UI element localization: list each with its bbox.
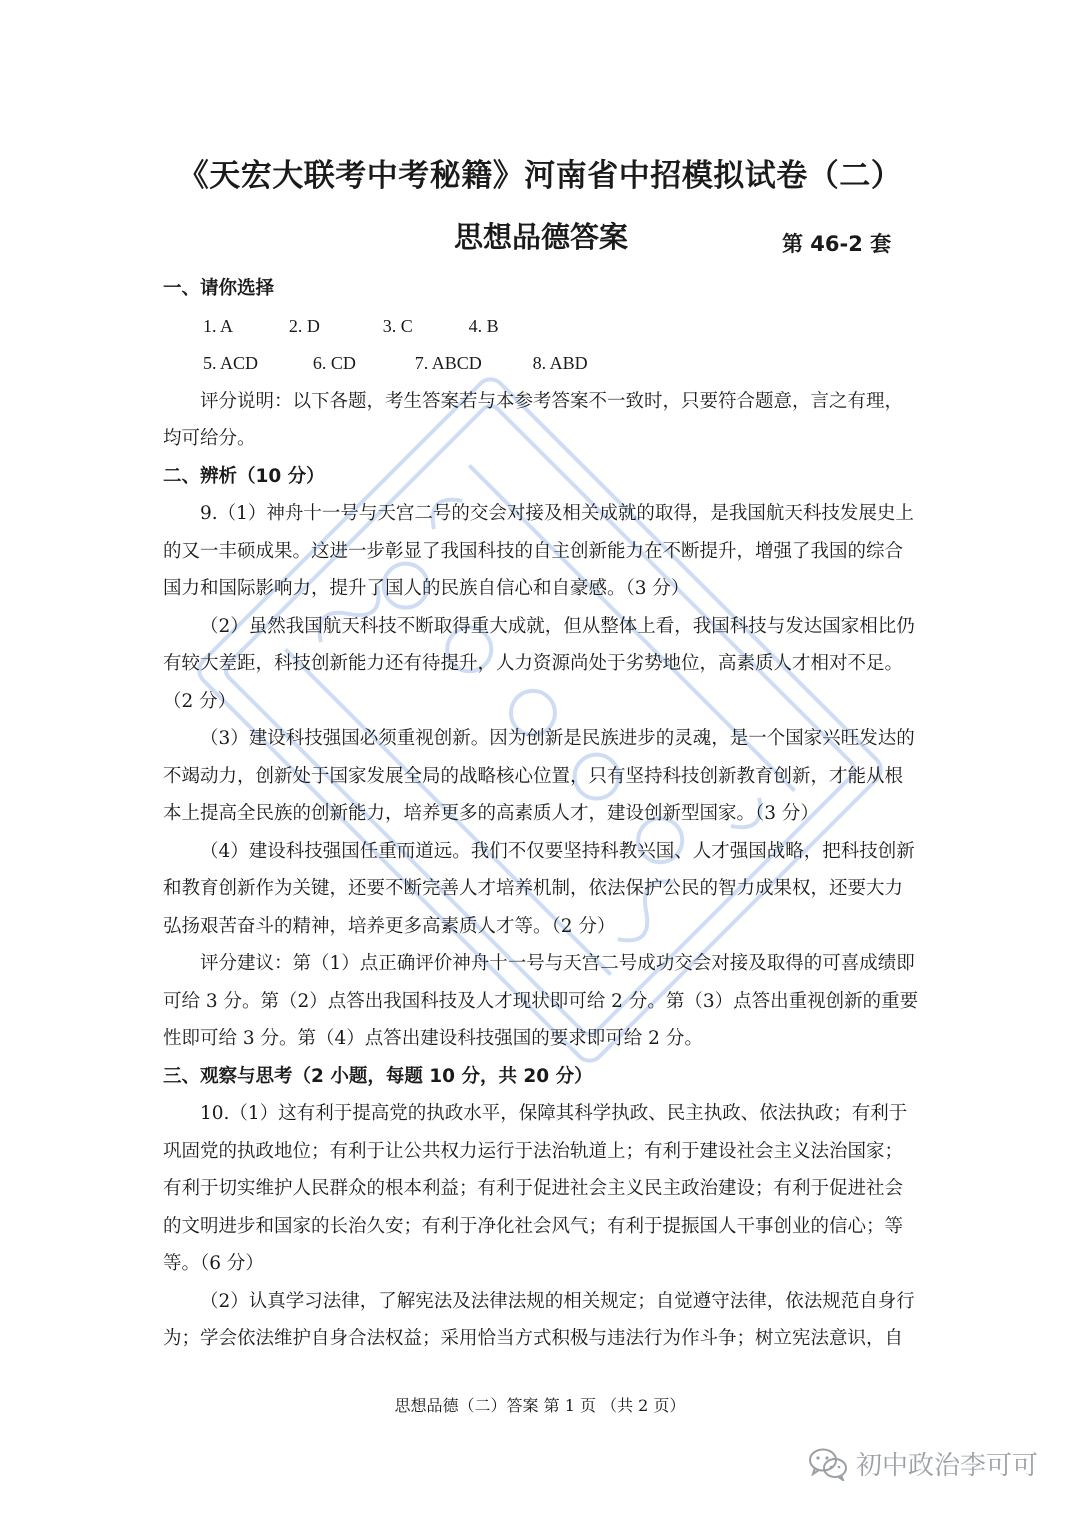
choice-answer: 6. CD (312, 353, 356, 373)
text-line: 为；学会依法维护自身合法权益；采用恰当方式积极与违法行为作斗争；树立宪法意识，自 (163, 1328, 904, 1349)
text-line: 巩固党的执政地位；有利于让公共权力运行于法治轨道上；有利于建设社会主义法治国家； (163, 1140, 904, 1162)
page-footer: 思想品德（二）答案 第 1 页 （共 2 页） (394, 1396, 686, 1415)
text-line: 不竭动力，创新处于国家发展全局的战略核心位置，只有坚持科技创新教育创新，才能从根 (163, 765, 904, 787)
text-line: 弘扬艰苦奋斗的精神，培养更多高素质人才等。（2 分） (163, 915, 616, 937)
section-heading: 一、请你选择 (163, 278, 275, 299)
choice-answer: 7. ABCD (414, 353, 482, 373)
choice-answer: 5. ACD (203, 353, 259, 373)
choice-answer: 3. C (382, 315, 413, 336)
scoring-note: 均可给分。 (163, 428, 256, 449)
wechat-icon (808, 1447, 848, 1481)
text-line: 的文明进步和国家的长治久安；有利于净化社会风气；有利于提振国人干事创业的信心；等 (163, 1215, 904, 1237)
choice-answer: 4. B (468, 315, 499, 336)
text-line: 9.（1）神舟十一号与天宫二号的交会对接及相关成就的取得，是我国航天科技发展史上 (200, 503, 914, 524)
text-line: 10.（1）这有利于提高党的执政水平，保障其科学执政、民主执政、依法执政；有利于 (200, 1103, 908, 1124)
text-line: （2）虽然我国航天科技不断取得重大成就，但从整体上看，我国科技与发达国家相比仍 (200, 615, 915, 637)
answer-body (163, 270, 923, 1358)
brand-watermark (808, 1445, 1038, 1482)
text-line: 评分建议：第（1）点正确评价神舟十一号与天宫二号成功交会对接及取得的可喜成绩即 (200, 953, 915, 974)
scoring-note: 评分说明：以下各题，考生答案若与本参考答案不一致时，只要符合题意，言之有理， (200, 390, 904, 412)
choice-answer: 2. D (288, 315, 320, 336)
text-line: 国力和国际影响力，提升了国人的民族自信心和自豪感。（3 分） (163, 578, 690, 599)
set-number: 第 46-2 套 (782, 232, 892, 256)
text-line: 有较大差距，科技创新能力还有待提升，人力资源尚处于劣势地位，高素质人才相对不足。 (163, 653, 904, 674)
section-heading: 二、辨析（10 分） (163, 465, 325, 487)
text-line: （3）建设科技强国必须重视创新。因为创新是民族进步的灵魂，是一个国家兴旺发达的 (200, 728, 915, 749)
brand-name: 初中政治李可可 (856, 1451, 1039, 1481)
text-line: 有利于切实维护人民群众的根本利益；有利于促进社会主义民主政治建设；有利于促进社会 (163, 1178, 904, 1199)
text-line: 性即可给 3 分。第（4）点答出建设科技强国的要求即可给 2 分。 (163, 1028, 703, 1049)
text-line: （2）认真学习法律，了解宪法及法律法规的相关规定；自觉遵守法律，依法规范自身行 (200, 1290, 915, 1312)
choice-answers-row (163, 345, 923, 383)
text-line: 可给 3 分。第（2）点答出我国科技及人才现状即可给 2 分。第（3）点答出重视创新的重要 (163, 990, 919, 1012)
choice-answer: 1. A (203, 315, 234, 336)
choice-answers-row (163, 308, 923, 346)
text-line: 等。（6 分） (163, 1253, 264, 1274)
text-line: 和教育创新作为关键，还要不断完善人才培养机制，依法保护公民的智力成果权，还要大力 (163, 878, 904, 899)
document-subtitle: 思想品德答案 (454, 220, 629, 254)
section-heading: 三、观察与思考（2 小题，每题 10 分，共 20 分） (163, 1065, 593, 1087)
text-line: （4）建设科技强国任重而道远。我们不仅要坚持科教兴国、人才强国战略，把科技创新 (200, 840, 915, 862)
choice-answer: 8. ABD (532, 353, 588, 373)
text-line: 本上提高全民族的创新能力，培养更多的高素质人才，建设创新型国家。（3 分） (163, 803, 819, 824)
text-line: 的又一丰硕成果。这进一步彰显了我国科技的自主创新能力在不断提升，增强了我国的综合 (163, 540, 904, 562)
text-line: （2 分） (163, 690, 237, 712)
document-title: 《天宏大联考中考秘籍》河南省中招模拟试卷（二） (177, 158, 903, 194)
